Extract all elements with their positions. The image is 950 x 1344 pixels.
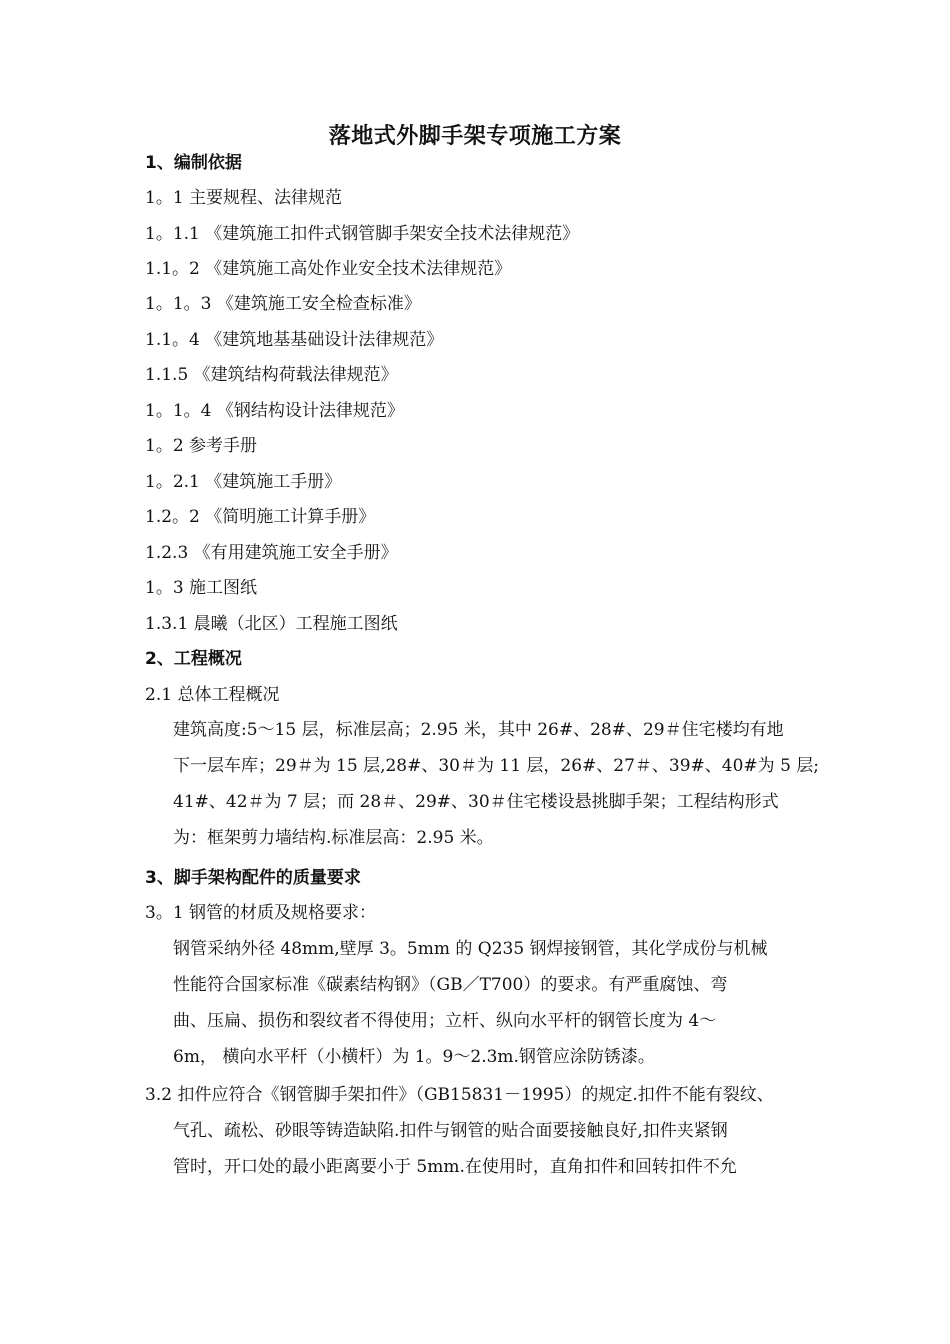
- list-item: 1。1。3 《建筑施工安全检查标准》: [145, 294, 421, 314]
- paragraph-line: 建筑高度:5～15 层，标准层高；2.95 米，其中 26#、28#、29＃住宅楼均有地: [173, 720, 784, 740]
- heading-section-3: 3、脚手架构配件的质量要求: [145, 868, 361, 888]
- list-item: 1.2.3 《有用建筑施工安全手册》: [145, 543, 398, 563]
- paragraph-line: 性能符合国家标准《碳素结构钢》（GB／T700）的要求。有严重腐蚀、弯: [173, 975, 728, 995]
- subheading-1-2: 1。2 参考手册: [145, 436, 258, 456]
- list-item: 1.2。2 《简明施工计算手册》: [145, 507, 376, 527]
- paragraph-line: 管时，开口处的最小距离要小于 5mm.在使用时，直角扣件和回转扣件不允: [173, 1157, 737, 1177]
- document-title: 落地式外脚手架专项施工方案: [328, 123, 622, 149]
- paragraph-line: 钢管采纳外径 48mm,壁厚 3。5mm 的 Q235 钢焊接钢管，其化学成份与机械: [173, 939, 768, 959]
- heading-section-2: 2、工程概况: [145, 649, 242, 669]
- list-item: 1。1.1 《建筑施工扣件式钢管脚手架安全技术法律规范》: [145, 224, 580, 244]
- heading-section-1: 1、编制依据: [145, 153, 242, 173]
- subheading-2-1: 2.1 总体工程概况: [145, 685, 280, 705]
- paragraph-line: 气孔、疏松、砂眼等铸造缺陷.扣件与钢管的贴合面要接触良好,扣件夹紧钢: [173, 1121, 728, 1141]
- subheading-1-1: 1。1 主要规程、法律规范: [145, 188, 343, 208]
- paragraph-line: 41#、42＃为 7 层；而 28＃、29#、30＃住宅楼设悬挑脚手架；工程结构形式: [173, 792, 779, 812]
- list-item: 1.3.1 晨曦（北区）工程施工图纸: [145, 614, 398, 634]
- paragraph-line: 曲、压扁、损伤和裂纹者不得使用；立杆、纵向水平杆的钢管长度为 4～: [173, 1011, 717, 1031]
- list-item: 1.1。2 《建筑施工高处作业安全技术法律规范》: [145, 259, 512, 279]
- list-item: 1。2.1 《建筑施工手册》: [145, 472, 342, 492]
- item-3-2: 3.2 扣件应符合《钢管脚手架扣件》（GB15831－1995）的规定.扣件不能有裂纹、: [145, 1085, 774, 1105]
- item-3-1: 3。1 钢管的材质及规格要求：: [145, 903, 377, 923]
- paragraph-line: 6m， 横向水平杆（小横杆）为 1。9～2.3m.钢管应涂防锈漆。: [173, 1047, 655, 1067]
- paragraph-line: 为：框架剪力墙结构.标准层高：2.95 米。: [173, 828, 494, 848]
- list-item: 1.1。4 《建筑地基基础设计法律规范》: [145, 330, 444, 350]
- paragraph-line: 下一层车库；29＃为 15 层,28#、30＃为 11 层，26#、27＃、39#、40#为 5 层;: [173, 756, 820, 776]
- subheading-1-3: 1。3 施工图纸: [145, 578, 258, 598]
- list-item: 1.1.5 《建筑结构荷载法律规范》: [145, 365, 398, 385]
- list-item: 1。1。4 《钢结构设计法律规范》: [145, 401, 404, 421]
